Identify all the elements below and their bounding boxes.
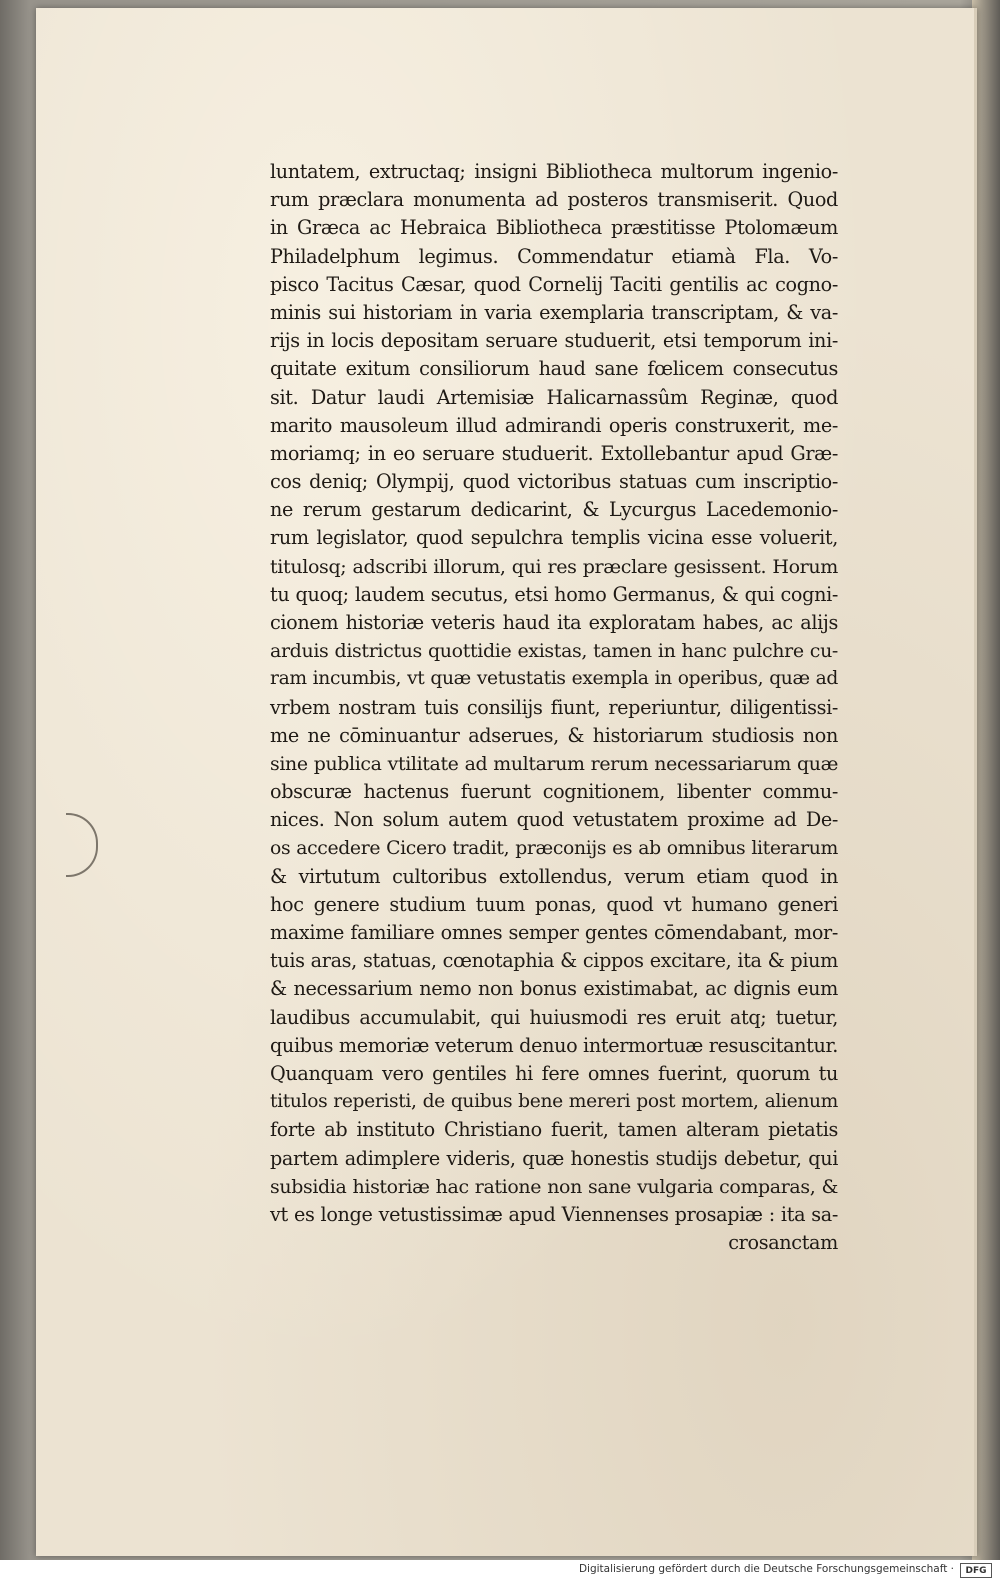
binding-hole bbox=[66, 813, 98, 877]
text-line: laudibus accumulabit, qui huiusmodi res eruit atq; tuetur, bbox=[270, 1005, 838, 1029]
text-line: quitate exitum consiliorum haud sane fœlicem consecutus bbox=[270, 357, 838, 381]
text-line: cionem historiæ veteris haud ita exploratam habes, ac alijs bbox=[270, 611, 838, 634]
text-line: hoc genere studium tuum ponas, quod vt humano generi bbox=[270, 892, 838, 916]
text-line: Quanquam vero gentiles hi fere omnes fuerint, quorum tu bbox=[270, 1062, 838, 1085]
text-line: minis sui historiam in varia exemplaria transcriptam, & va- bbox=[270, 300, 838, 324]
text-line: nices. Non solum autem quod vetustatem proxime ad De- bbox=[270, 808, 838, 832]
text-line: & necessarium nemo non bonus existimabat, ac dignis eum bbox=[270, 977, 838, 1001]
text-block bbox=[270, 158, 838, 1257]
text-line: rijs in locis depositam seruare studuerit, etsi temporum ini- bbox=[270, 329, 838, 353]
text-line: maxime familiare omnes semper gentes cōmendabant, mor- bbox=[270, 921, 838, 945]
dfg-logo: DFG bbox=[960, 1563, 992, 1578]
text-line: luntatem, extructaq; insigni Bibliotheca multorum ingenio- bbox=[270, 160, 838, 183]
text-line: quibus memoriæ veterum denuo intermortuæ resuscitantur. bbox=[270, 1033, 838, 1057]
text-line: & virtutum cultoribus extollendus, verum etiam quod in bbox=[270, 864, 838, 888]
text-line: me ne cōminuantur adserues, & historiarum studiosis non bbox=[270, 723, 838, 747]
text-line: obscuræ hactenus fuerunt cognitionem, libenter commu- bbox=[270, 780, 838, 804]
text-line: sine publica vtilitate ad multarum rerum necessariarum quæ bbox=[270, 752, 838, 775]
text-line: tu quoq; laudem secutus, etsi homo Germanus, & qui cogni- bbox=[270, 582, 838, 606]
text-line: vt es longe vetustissimæ apud Viennenses prosapiæ : ita sa- bbox=[270, 1202, 838, 1226]
text-line: sit. Datur laudi Artemisiæ Halicarnassûm Reginæ, quod bbox=[270, 385, 838, 409]
text-line: ram incumbis, vt quæ vetustatis exempla in operibus, quæ ad bbox=[270, 668, 838, 690]
footer-credit: Digitalisierung gefördert durch die Deutsche Forschungsgemeinschaft · bbox=[578, 1563, 954, 1575]
text-line: moriamq; in eo seruare studuerit. Extollebantur apud Græ- bbox=[270, 441, 838, 465]
catchword: crosanctam bbox=[728, 1231, 838, 1255]
text-line: tuis aras, statuas, cœnotaphia & cippos excitare, ita & pium bbox=[270, 949, 838, 973]
text-line: forte ab instituto Christiano fuerit, tamen alteram pietatis bbox=[270, 1118, 838, 1142]
text-line: marito mausoleum illud admirandi operis construxerit, me- bbox=[270, 413, 838, 437]
text-line: subsidia historiæ hac ratione non sane vulgaria comparas, & bbox=[270, 1175, 838, 1198]
text-line: arduis districtus quottidie existas, tamen in hanc pulchre cu- bbox=[270, 640, 838, 663]
footer-bar bbox=[0, 1560, 1000, 1582]
text-line: ne rerum gestarum dedicarint, & Lycurgus Lacedemonio- bbox=[270, 498, 838, 522]
text-line: partem adimplere videris, quæ honestis studijs debetur, qui bbox=[270, 1146, 838, 1170]
text-line: pisco Tacitus Cæsar, quod Cornelij Taciti gentilis ac cogno- bbox=[270, 272, 838, 296]
text-line: Philadelphum legimus. Commendatur etiamà Fla. Vo- bbox=[270, 244, 838, 268]
text-line: os accedere Cicero tradit, præconijs es ab omnibus literarum bbox=[270, 837, 838, 859]
text-line: cos deniq; Olympij, quod victoribus statuas cum inscriptio- bbox=[270, 470, 838, 494]
text-line: rum legislator, quod sepulchra templis vicina esse voluerit, bbox=[270, 526, 838, 550]
text-line: titulosq; adscribi illorum, qui res præclare gesissent. Horum bbox=[270, 555, 838, 578]
text-line: rum præclara monumenta ad posteros transmiserit. Quod bbox=[270, 188, 838, 212]
text-line: titulos reperisti, de quibus bene mereri post mortem, alienum bbox=[270, 1091, 838, 1113]
text-line: in Græca ac Hebraica Bibliotheca præstitisse Ptolomæum bbox=[270, 216, 838, 240]
text-line: vrbem nostram tuis consilijs fiunt, reperiuntur, diligentissi- bbox=[270, 695, 838, 719]
